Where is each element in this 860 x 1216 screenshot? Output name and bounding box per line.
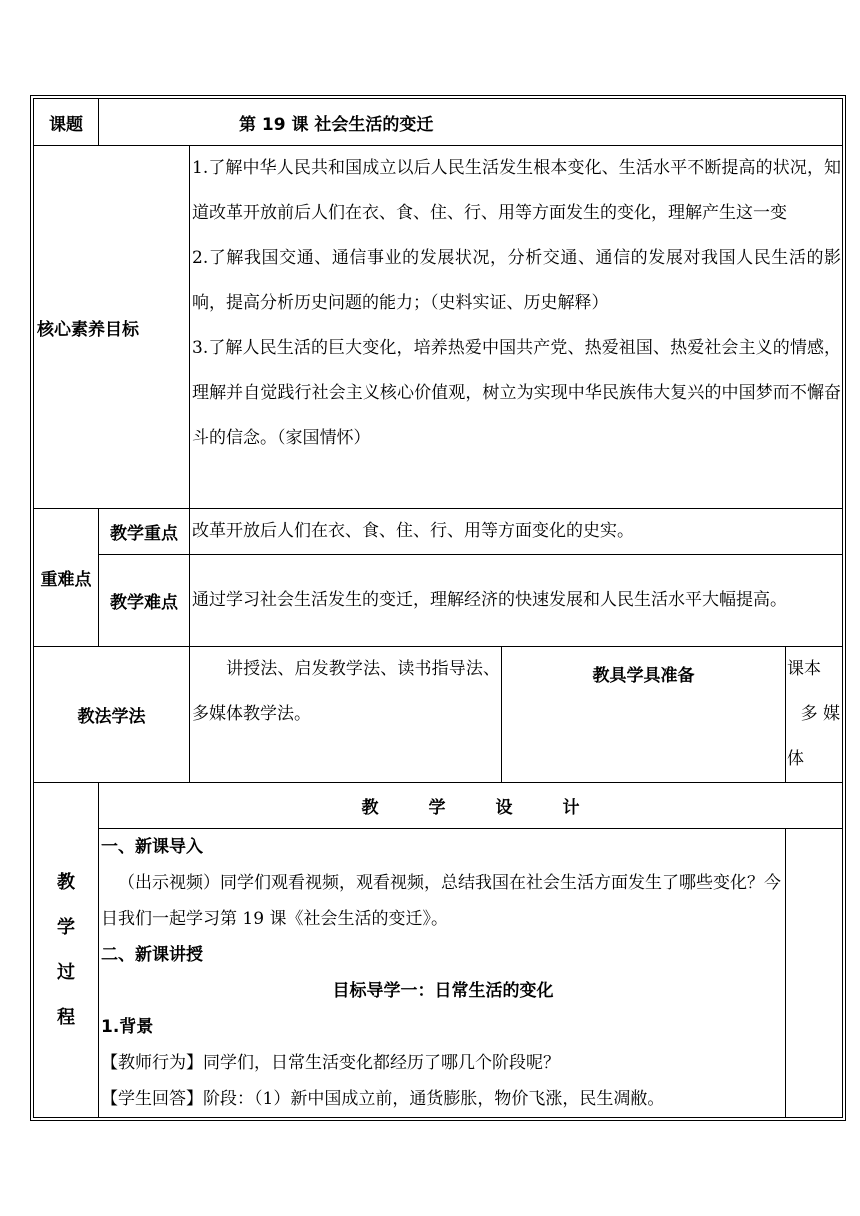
- methods-row: [34, 647, 843, 783]
- difficulty-row: [34, 555, 843, 647]
- lesson-plan-table: [33, 98, 843, 1118]
- section-new-lecture: 二、新课讲授: [101, 945, 203, 965]
- design-notes-cell: [786, 829, 843, 1118]
- difficulty-label: 教学难点: [99, 555, 190, 647]
- goal-item-1: 1.了解中华人民共和国成立以后人民生活发生根本变化、生活水平不断提高的状况，知道改革开放前后人们在衣、食、住、行、用等方面发生的变化，理解产生这一变: [192, 158, 842, 223]
- goal-item-2: 2.了解我国交通、通信事业的发展状况，分析交通、通信的发展对我国人民生活的影响，提高分析历史问题的能力；（史料实证、历史解释）: [192, 248, 842, 313]
- tools-content: [786, 647, 843, 783]
- focus-text: 改革开放后人们在衣、食、住、行、用等方面变化的史实。: [190, 509, 843, 555]
- difficulty-text: 通过学习社会生活发生的变迁，理解经济的快速发展和人民生活水平大幅提高。: [190, 555, 843, 647]
- goals-row: [34, 146, 843, 509]
- design-char-1: 教: [361, 798, 379, 818]
- goal-guide-1: 目标导学一：日常生活的变化: [332, 981, 554, 1001]
- tools-line-2: 多 媒: [800, 704, 841, 724]
- intro-paragraph: （出示视频）同学们观看视频，观看视频，总结我国在社会生活方面发生了哪些变化？今日我们一起学习第 19 课《社会生活的变迁》。: [101, 873, 781, 929]
- design-content: [99, 829, 786, 1118]
- process-char-1: 教: [57, 872, 75, 893]
- subsection-background: 1.背景: [101, 1017, 154, 1037]
- design-title: [99, 783, 843, 829]
- goal-item-3: 3.了解人民生活的巨大变化，培养热爱中国共产党、热爱祖国、热爱社会主义的情感，理解并自觉践行社会主义核心价值观，树立为实现中华民族伟大复兴的中国梦而不懈奋斗的信念。（家国情怀）: [192, 338, 842, 448]
- focus-row: [34, 509, 843, 555]
- tools-line-1: 课本: [787, 659, 821, 679]
- design-content-row: [34, 829, 843, 1118]
- goals-content: [190, 146, 843, 509]
- design-char-2: 学: [428, 798, 446, 818]
- design-title-row: [34, 783, 843, 829]
- topic-row: [34, 99, 843, 146]
- topic-label: 课题: [34, 99, 99, 146]
- methods-text: 讲授法、启发教学法、读书指导法、多媒体教学法。: [190, 647, 502, 783]
- methods-label: 教法学法: [34, 647, 190, 783]
- teacher-action: 【教师行为】同学们，日常生活变化都经历了哪几个阶段呢？: [101, 1053, 560, 1073]
- tools-line-3: 体: [787, 749, 804, 769]
- tools-label: 教具学具准备: [502, 647, 786, 783]
- process-char-2: 学: [57, 917, 75, 938]
- focus-label: 教学重点: [99, 509, 190, 555]
- design-char-4: 计: [562, 798, 580, 818]
- process-char-3: 过: [57, 962, 75, 983]
- process-label: [34, 783, 99, 1118]
- student-answer: 【学生回答】阶段：（1）新中国成立前，通货膨胀，物价飞涨，民生凋敝。: [101, 1089, 665, 1109]
- topic-value: 第 19 课 社会生活的变迁: [99, 99, 843, 146]
- section-new-intro: 一、新课导入: [101, 837, 203, 857]
- key-points-label: 重难点: [34, 509, 99, 647]
- design-char-3: 设: [495, 798, 513, 818]
- process-char-4: 程: [57, 1007, 75, 1028]
- goals-label: 核心素养目标: [34, 146, 190, 509]
